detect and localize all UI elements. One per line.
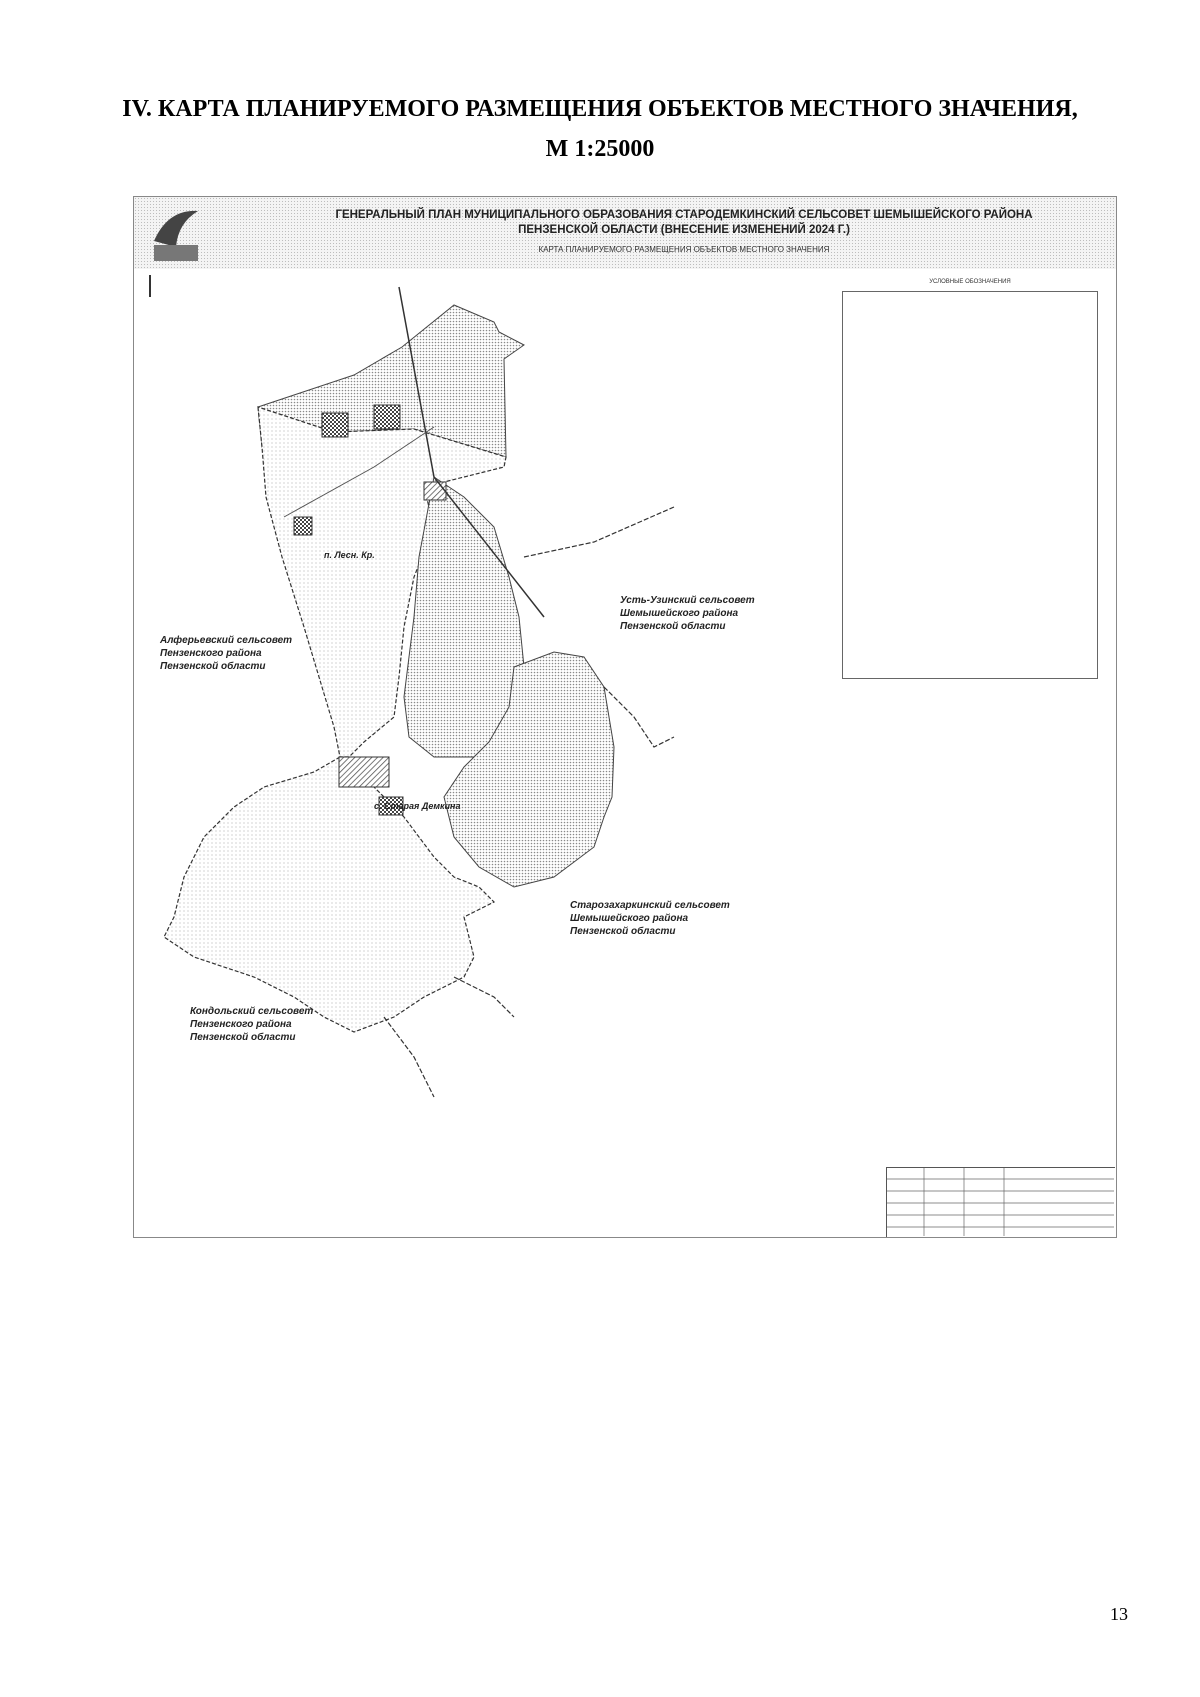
map-title-line1: ГЕНЕРАЛЬНЫЙ ПЛАН МУНИЦИПАЛЬНОГО ОБРАЗОВАНИЯ СТАРОДЕМКИНСКИЙ СЕЛЬСОВЕТ ШЕМЫШЕЙСКОГО РАЙОНА bbox=[335, 209, 1033, 221]
map-frame bbox=[133, 196, 1117, 1238]
settlement-label-south: с. Старая Демкина bbox=[374, 801, 461, 811]
region-label-ust-uzinsky: Усть-Узинский сельсовет Шемышейского района Пензенской области bbox=[620, 595, 755, 632]
region-label-alferyevsky: Алферьевский сельсовет Пензенского района Пензенской области bbox=[160, 635, 293, 672]
settlement-block bbox=[322, 413, 348, 437]
emblem-logo bbox=[148, 201, 204, 265]
page-heading-line1: IV. КАРТА ПЛАНИРУЕМОГО РАЗМЕЩЕНИЯ ОБЪЕКТОВ МЕСТНОГО ЗНАЧЕНИЯ, bbox=[122, 96, 1078, 122]
map-subtitle: КАРТА ПЛАНИРУЕМОГО РАЗМЕЩЕНИЯ ОБЪЕКТОВ МЕСТНОГО ЗНАЧЕНИЯ bbox=[538, 245, 830, 254]
southwest-road bbox=[384, 1017, 434, 1097]
region-label-kondolsky: Кондольский сельсовет Пензенского района Пензенской области bbox=[190, 1006, 314, 1043]
settlement-block bbox=[374, 405, 400, 429]
east-boundary bbox=[524, 507, 674, 557]
page-heading-scale: М 1:25000 bbox=[545, 136, 655, 162]
map-title-line2: ПЕНЗЕНСКОЙ ОБЛАСТИ (ВНЕСЕНИЕ ИЗМЕНЕНИЙ 2024 Г.) bbox=[518, 224, 850, 236]
title-block-stamp bbox=[886, 1167, 1115, 1237]
settlement-block bbox=[424, 482, 446, 500]
map-legend bbox=[842, 279, 1098, 679]
legend-title: УСЛОВНЫЕ ОБОЗНАЧЕНИЯ bbox=[929, 279, 1011, 285]
page-number: 13 bbox=[1110, 1604, 1128, 1624]
south-boundary bbox=[454, 977, 514, 1017]
settlement-block bbox=[294, 517, 312, 535]
settlement-block bbox=[339, 757, 389, 787]
east-boundary-2 bbox=[604, 687, 674, 747]
region-label-starozakharkinsky: Старозахаркинский сельсовет Шемышейского района Пензенской области bbox=[570, 900, 730, 937]
settlement-label-north: п. Лесн. Кр. bbox=[324, 550, 375, 560]
